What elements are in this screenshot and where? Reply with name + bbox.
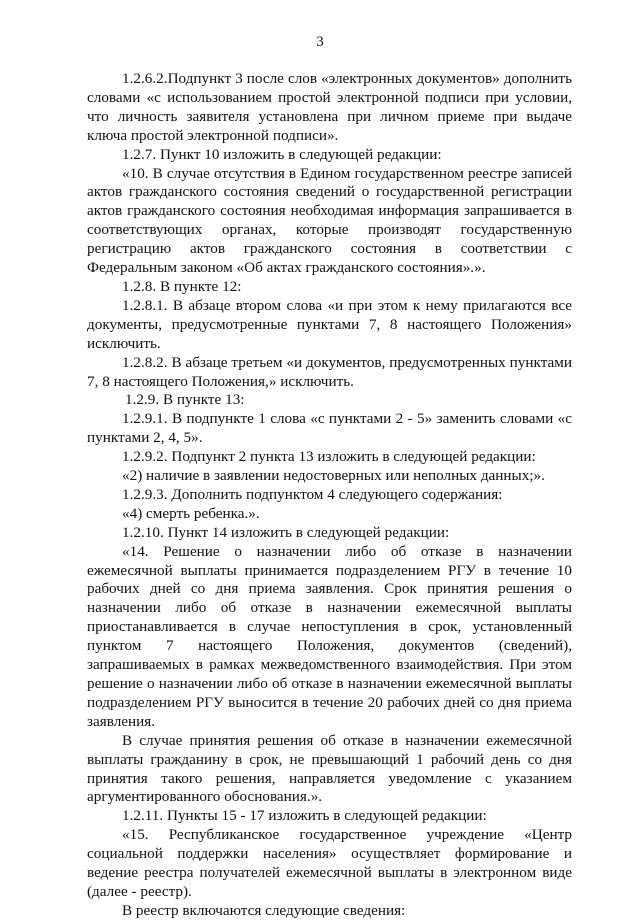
paragraph-item-10: «10. В случае отсутствия в Едином государственном реестре записей актов гражданского состояния сведений о государственной регистрации актов гражданского состояния необходимая информация запрашивается в соответствующих органах, которые производят государственную регистрацию актов гражданского состояния в соответствии с Федеральным законом «Об актах гражданского состояния».».: [87, 164, 572, 277]
paragraph-registry-info: В реестр включаются следующие сведения:: [122, 901, 406, 919]
paragraph-1-2-8-1: 1.2.8.1. В абзаце втором слова «и при этом к нему прилагаются все документы, предусмотренные пунктами 7, 8 настоящего Положения» исключить.: [87, 296, 572, 352]
paragraph-item-14: «14. Решение о назначении либо об отказе в назначении ежемесячной выплаты принимается подразделением РГУ в течение 10 рабочих дней со дня приема заявления. Срок принятия решения о назначении либо об отказе в назначении ежемесячной выплаты приостанавливается в случае непоступления в срок, установленный пунктом 7 настоящего Положения, документов (сведений), запрашиваемых в рамках межведомственного взаимодействия. При этом решение о назначении либо об отказе в назначении ежемесячной выплаты подразделением РГУ выносится в течение 20 рабочих дней со дня приема заявления.: [87, 542, 572, 730]
paragraph-1-2-9-2: 1.2.9.2. Подпункт 2 пункта 13 изложить в следующей редакции:: [122, 448, 536, 466]
document-body: [87, 70, 572, 921]
paragraph-1-2-9: 1.2.9. В пункте 13:: [125, 391, 245, 409]
paragraph-item-15: «15. Республиканское государственное учреждение «Центр социальной поддержки населения» осуществляет формирование и ведение реестра получателей ежемесячной выплаты в электронном виде (далее - реестр).: [87, 826, 572, 900]
paragraph-1-2-10: 1.2.10. Пункт 14 изложить в следующей редакции:: [122, 523, 450, 541]
paragraph-subitem-4: «4) смерть ребенка.».: [122, 504, 260, 522]
paragraph-1-2-8-2: 1.2.8.2. В абзаце третьем «и документов, предусмотренных пунктами 7, 8 настоящего Положения,» исключить.: [87, 353, 572, 390]
paragraph-1-2-8: 1.2.8. В пункте 12:: [122, 277, 242, 295]
paragraph-1-2-7: 1.2.7. Пункт 10 изложить в следующей редакции:: [122, 145, 442, 163]
paragraph-1-2-9-3: 1.2.9.3. Дополнить подпунктом 4 следующего содержания:: [122, 485, 503, 503]
paragraph-1-2-11: 1.2.11. Пункты 15 - 17 изложить в следующей редакции:: [122, 807, 487, 825]
paragraph-1-2-9-1: 1.2.9.1. В подпункте 1 слова «с пунктами 2 - 5» заменить словами «с пунктами 2, 4, 5».: [87, 410, 572, 447]
paragraph-1-2-6-2: 1.2.6.2.Подпункт 3 после слов «электронных документов» дополнить словами «с использованием простой электронной подписи при условии, что личность заявителя установлена при личном приеме при выдаче ключа простой электронной подписи».: [87, 70, 572, 144]
paragraph-item-14-refusal: В случае принятия решения об отказе в назначении ежемесячной выплаты гражданину в срок, не превышающий 1 рабочий день со дня принятия такого решения, направляется уведомление с указанием аргументированного обоснования.».: [87, 731, 572, 806]
paragraph-subitem-2: «2) наличие в заявлении недостоверных или неполных данных;».: [122, 467, 545, 485]
page-number: 3: [316, 34, 324, 50]
